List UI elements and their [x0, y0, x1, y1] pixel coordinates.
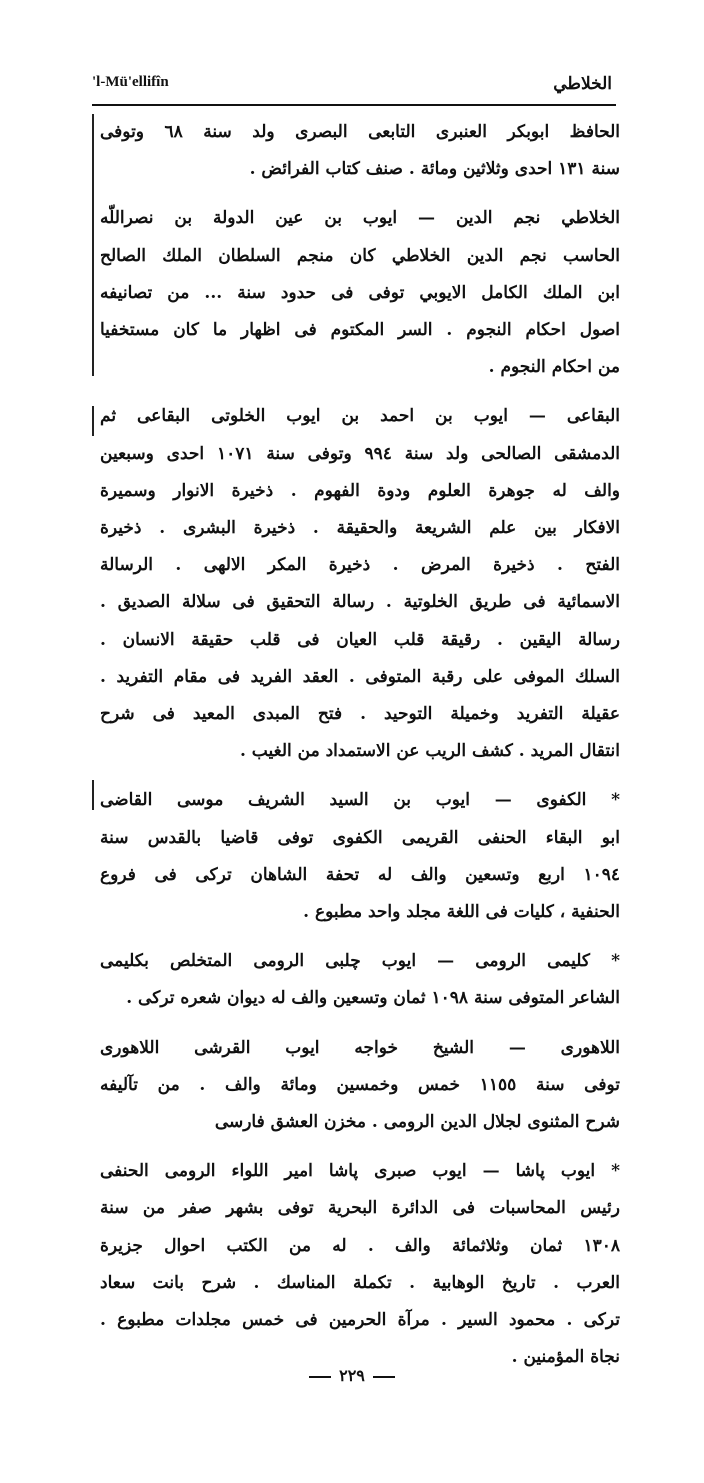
biography-entry	[100, 114, 620, 188]
text-line: ابو البقاء الحنفى القريمى الكفوى توفى قاضيا بالقدس سنة	[100, 827, 620, 848]
text-line: الحنفية ، كليات فى اللغة مجلد واحد مطبوع .	[303, 902, 620, 923]
footer-dash	[309, 1376, 331, 1378]
text-line: من احكام النجوم .	[488, 357, 620, 378]
text-line: الحافظ ابوبكر العنبرى التابعى البصرى ولد سنة ٦٨ وتوفى	[100, 122, 620, 142]
margin-rule	[92, 114, 94, 376]
text-line: اصول احكام النجوم . السر المكتوم فى اظهار ما كان مستخفيا	[100, 320, 620, 341]
text-line: الحاسب نجم الدين الخلاطي كان منجم السلطان الملك الصالح	[100, 245, 620, 266]
text-line: سنة ١٣١ احدى وثلاثين ومائة . صنف كتاب الفرائض .	[249, 159, 620, 180]
text-line: البقاعى — ايوب بن احمد بن ايوب الخلوتى البقاعى ثم	[100, 406, 620, 427]
running-header	[92, 74, 612, 100]
text-line: * ايوب پاشا — ايوب صبرى پاشا امير اللواء الرومى الحنفى	[100, 1161, 620, 1182]
text-line: ابن الملك الكامل الايوبي توفى فى حدود سنة ... من تصانيفه	[100, 282, 620, 303]
text-line: الفتح . ذخيرة المرض . ذخيرة المكر الالهى . الرسالة	[100, 555, 620, 576]
text-line: نجاة المؤمنين .	[511, 1347, 620, 1368]
text-line: * كليمى الرومى — ايوب چلبى الرومى المتخلص بكليمى	[100, 951, 620, 972]
biography-entry	[100, 1030, 620, 1142]
text-line: السلك الموفى على رقبة المتوفى . العقد الفريد فى مقام التفريد .	[100, 666, 620, 687]
header-rule	[92, 104, 616, 106]
text-line: الاسمائية فى طريق الخلوتية . رسالة التحقيق فى سلالة الصديق .	[100, 592, 620, 613]
header-transliteration: 'l-Mü'ellifîn	[92, 74, 169, 90]
biography-entry	[100, 943, 620, 1017]
text-line: والف له جوهرة العلوم ودوة الفهوم . ذخيرة الانوار وسميرة	[100, 480, 620, 501]
footer-dash	[373, 1376, 395, 1378]
text-line: عقيلة التفريد وخميلة التوحيد . فتح المبدى المعيد فى شرح	[100, 704, 620, 725]
margin-rule	[92, 780, 94, 810]
biography-entry	[100, 398, 620, 770]
text-line: رسالة اليقين . رقيقة قلب العيان فى قلب حقيقة الانسان .	[100, 629, 620, 650]
biography-entry	[100, 782, 620, 931]
text-line: الافكار بين علم الشريعة والحقيقة . ذخيرة البشرى . ذخيرة	[100, 518, 620, 539]
header-arabic-title: الخلاطي	[553, 74, 612, 94]
text-line: الشاعر المتوفى سنة ١٠٩٨ ثمان وتسعين والف له ديوان شعره تركى .	[126, 988, 620, 1009]
text-line: * الكفوى — ايوب بن السيد الشريف موسى القاضى	[100, 790, 620, 811]
text-line: اللاهورى — الشيخ خواجه ايوب القرشى اللاهورى	[100, 1037, 620, 1058]
text-line: رئيس المحاسبات فى الدائرة البحرية توفى بشهر صفر من سنة	[100, 1198, 620, 1219]
margin-rule	[92, 406, 94, 436]
page-footer	[0, 1366, 704, 1385]
biography-entry	[100, 200, 620, 386]
text-line: الخلاطي نجم الدين — ايوب بن عين الدولة بن نصراللّه	[100, 208, 620, 229]
text-line: شرح المثنوى لجلال الدين الرومى . مخزن العشق فارسى	[214, 1112, 620, 1133]
text-line: تركى . محمود السير . مرآة الحرمين فى خمس مجلدات مطبوع .	[100, 1310, 620, 1331]
biography-entry	[100, 1153, 620, 1376]
document-body	[100, 114, 620, 1368]
text-line: توفى سنة ١١٥٥ خمس وخمسين ومائة والف . من تآليفه	[100, 1074, 620, 1095]
text-line: انتقال المريد . كشف الريب عن الاستمداد من الغيب .	[239, 741, 620, 762]
text-line: العرب . تاريخ الوهابية . تكملة المناسك . شرح بانت سعاد	[100, 1272, 620, 1293]
page-number: ٢٢٩	[339, 1366, 365, 1385]
text-line: ١٠٩٤ اربع وتسعين والف له تحفة الشاهان تركى فى فروع	[100, 864, 620, 885]
text-line: ١٣٠٨ ثمان وثلاثمائة والف . له من الكتب احوال جزيرة	[100, 1235, 620, 1256]
text-line: الدمشقى الصالحى ولد سنة ٩٩٤ وتوفى سنة ١٠٧١ احدى وسبعين	[100, 443, 620, 464]
